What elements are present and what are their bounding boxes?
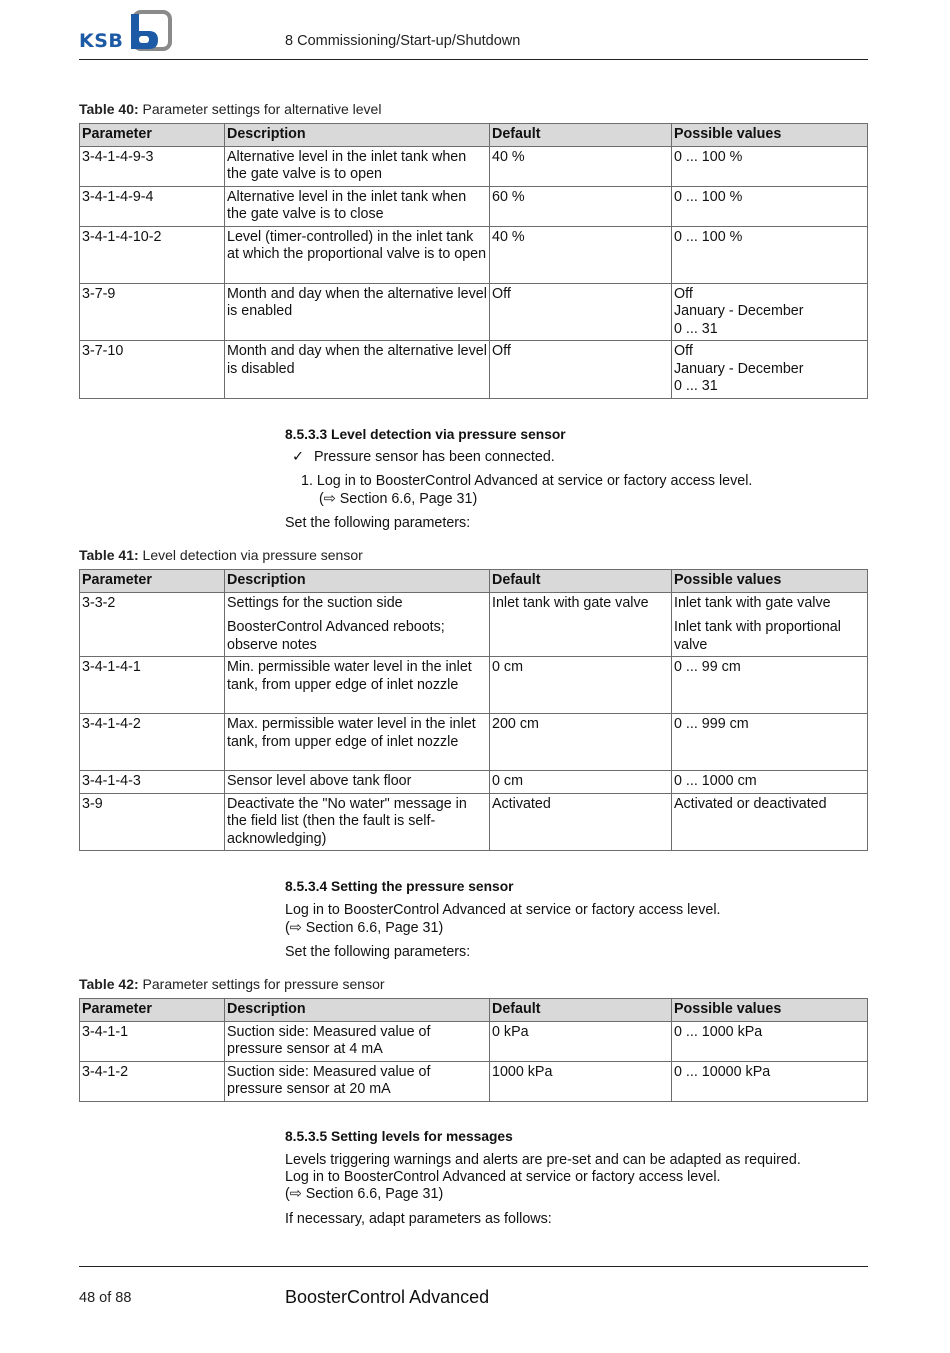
value-line: Off	[674, 343, 693, 359]
cell-values: 0 ... 99 cm	[672, 657, 868, 714]
cell-values	[672, 341, 868, 399]
column-header: Description	[225, 570, 490, 593]
cell-values: 0 ... 999 cm	[672, 714, 868, 771]
table-row	[80, 341, 868, 399]
value-line: Inlet tank with gate valve	[674, 594, 831, 611]
cell-default: 0 cm	[490, 657, 672, 714]
set-params-text: Set the following parameters:	[285, 515, 471, 531]
cell-parameter: 3-4-1-4-2	[80, 714, 225, 771]
table40	[79, 123, 868, 399]
table41	[79, 569, 868, 851]
column-header: Description	[225, 124, 490, 147]
description-line: Settings for the suction side	[227, 594, 403, 611]
cell-default: 200 cm	[490, 714, 672, 771]
header-section-title: 8 Commissioning/Start-up/Shutdown	[285, 33, 521, 49]
table-row	[80, 771, 868, 794]
cell-default: 1000 kPa	[490, 1061, 672, 1101]
value-line: Inlet tank with proportional valve	[674, 619, 841, 653]
cell-values: Activated or deactivated	[672, 793, 868, 851]
cell-default: 40 %	[490, 146, 672, 186]
table-row	[80, 657, 868, 714]
table-row	[80, 592, 868, 657]
table41-caption-label: Table 41:	[79, 547, 139, 563]
cell-parameter: 3-4-1-4-9-4	[80, 186, 225, 226]
table-header-row	[80, 124, 868, 147]
table40-caption	[79, 101, 381, 117]
section-heading-8533: 8.5.3.3 Level detection via pressure sensor	[285, 427, 566, 442]
column-header: Parameter	[80, 124, 225, 147]
value-line: 0 ... 31	[674, 378, 718, 394]
cell-description: Alternative level in the inlet tank when the gate valve is to open	[225, 146, 490, 186]
ksb-logo-mark-icon	[127, 10, 173, 52]
cell-parameter: 3-4-1-4-3	[80, 771, 225, 794]
cell-default: Off	[490, 341, 672, 399]
cell-values	[672, 283, 868, 341]
table-row	[80, 283, 868, 341]
adapt-params-text: If necessary, adapt parameters as follows:	[285, 1211, 552, 1227]
section-heading-8534: 8.5.3.4 Setting the pressure sensor	[285, 879, 514, 894]
cell-values: 0 ... 1000 kPa	[672, 1021, 868, 1061]
value-line: 0 ... 31	[674, 320, 718, 337]
description-note: BoosterControl Advanced reboots; observe notes	[227, 619, 445, 653]
checkmark-icon: ✓	[292, 449, 304, 465]
table-row	[80, 186, 868, 226]
cell-default: 40 %	[490, 226, 672, 283]
page-number: 48 of 88	[79, 1290, 132, 1306]
section-heading-8535: 8.5.3.5 Setting levels for messages	[285, 1129, 513, 1144]
table-row	[80, 1061, 868, 1101]
step-1: 1. Log in to BoosterControl Advanced at service or factory access level.	[301, 473, 753, 489]
table42-caption	[79, 976, 385, 992]
cell-description: Suction side: Measured value of pressure sensor at 20 mA	[225, 1061, 490, 1101]
table41-caption	[79, 547, 363, 563]
cell-values: 0 ... 10000 kPa	[672, 1061, 868, 1101]
table-row	[80, 1021, 868, 1061]
cell-parameter: 3-7-10	[80, 341, 225, 399]
table42-caption-text: Parameter settings for pressure sensor	[142, 976, 385, 992]
cell-parameter: 3-9	[80, 793, 225, 851]
column-header: Parameter	[80, 570, 225, 593]
value-line: Off	[674, 285, 693, 302]
cell-description: Suction side: Measured value of pressure sensor at 4 mA	[225, 1021, 490, 1061]
table42-caption-label: Table 42:	[79, 976, 139, 992]
column-header: Possible values	[672, 570, 868, 593]
cell-parameter: 3-4-1-4-10-2	[80, 226, 225, 283]
login-reference-link[interactable]: (⇨ Section 6.6, Page 31)	[285, 1186, 444, 1202]
table-header-row	[80, 999, 868, 1022]
cell-default: 0 cm	[490, 771, 672, 794]
set-params-text: Set the following parameters:	[285, 944, 471, 960]
cell-description: Month and day when the alternative level is enabled	[225, 283, 490, 341]
cell-values	[672, 592, 868, 657]
cell-values: 0 ... 100 %	[672, 146, 868, 186]
cell-parameter: 3-7-9	[80, 283, 225, 341]
cell-values: 0 ... 1000 cm	[672, 771, 868, 794]
cell-values: 0 ... 100 %	[672, 226, 868, 283]
levels-intro: Levels triggering warnings and alerts are pre-set and can be adapted as required.	[285, 1152, 801, 1168]
column-header: Parameter	[80, 999, 225, 1022]
table41-caption-text: Level detection via pressure sensor	[142, 547, 363, 563]
cell-parameter: 3-4-1-2	[80, 1061, 225, 1101]
cell-parameter: 3-4-1-1	[80, 1021, 225, 1061]
table40-caption-text: Parameter settings for alternative level	[142, 101, 382, 117]
footer-product-title: BoosterControl Advanced	[285, 1287, 490, 1307]
table-row	[80, 793, 868, 851]
table-header-row	[80, 570, 868, 593]
login-instruction: Log in to BoosterControl Advanced at service or factory access level.	[285, 902, 721, 918]
cell-parameter: 3-4-1-4-1	[80, 657, 225, 714]
value-line: January - December	[674, 360, 804, 377]
cell-description	[225, 592, 490, 657]
cell-description: Month and day when the alternative level is disabled	[225, 341, 490, 399]
cell-default: 0 kPa	[490, 1021, 672, 1061]
column-header: Description	[225, 999, 490, 1022]
table-row	[80, 714, 868, 771]
cell-description: Deactivate the "No water" message in the field list (then the fault is self-acknowledging)	[225, 793, 490, 851]
header-rule	[79, 59, 868, 60]
table-row	[80, 146, 868, 186]
login-reference-link[interactable]: (⇨ Section 6.6, Page 31)	[285, 920, 444, 936]
column-header: Default	[490, 570, 672, 593]
cell-default: Off	[490, 283, 672, 341]
column-header: Possible values	[672, 999, 868, 1022]
cell-description: Level (timer-controlled) in the inlet tank at which the proportional valve is to open	[225, 226, 490, 283]
cell-default: Activated	[490, 793, 672, 851]
column-header: Default	[490, 999, 672, 1022]
cell-description: Alternative level in the inlet tank when the gate valve is to close	[225, 186, 490, 226]
table42	[79, 998, 868, 1102]
cell-default: 60 %	[490, 186, 672, 226]
cell-parameter: 3-4-1-4-9-3	[80, 146, 225, 186]
precondition-text: Pressure sensor has been connected.	[313, 449, 555, 465]
cell-description: Min. permissible water level in the inlet tank, from upper edge of inlet nozzle	[225, 657, 490, 714]
ksb-logo	[79, 10, 175, 52]
cell-values: 0 ... 100 %	[672, 186, 868, 226]
step-1-reference-link[interactable]: (⇨ Section 6.6, Page 31)	[319, 491, 478, 507]
cell-parameter: 3-3-2	[80, 592, 225, 657]
footer-rule	[79, 1266, 868, 1267]
column-header: Default	[490, 124, 672, 147]
table40-caption-label: Table 40:	[79, 101, 139, 117]
cell-description: Sensor level above tank floor	[225, 771, 490, 794]
login-instruction: Log in to BoosterControl Advanced at service or factory access level.	[285, 1169, 721, 1185]
logo-text: KSB	[79, 30, 124, 52]
precondition	[292, 449, 555, 467]
table-row	[80, 226, 868, 283]
column-header: Possible values	[672, 124, 868, 147]
value-line: January - December	[674, 303, 804, 319]
cell-description: Max. permissible water level in the inlet tank, from upper edge of inlet nozzle	[225, 714, 490, 771]
cell-default: Inlet tank with gate valve	[490, 592, 672, 657]
